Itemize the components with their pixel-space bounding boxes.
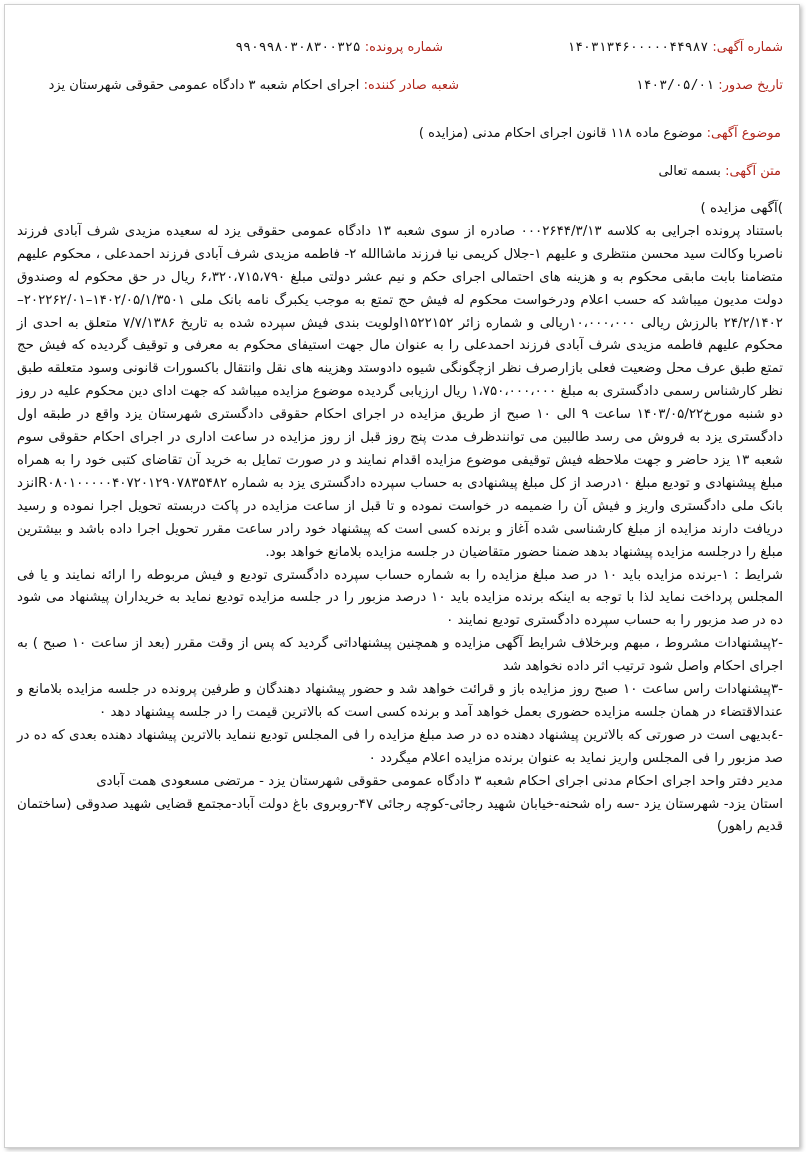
subject-label: موضوع آگهی: — [706, 126, 781, 141]
notice-number — [567, 40, 783, 55]
condition-2: -۲پیشنهادات مشروط ، مبهم وبرخلاف شرایط آگهی مزایده و همچنین پیشنهاداتی گردید که پس از وقت مقرر (بعد از ساعت ۱۰ صبح ) به اجرای احکام واصل شود ترتیب اثر داده نخواهد شد — [17, 636, 783, 675]
case-number-label: شماره پرونده: — [364, 40, 443, 55]
issuing-branch — [49, 78, 459, 93]
notice-page — [4, 4, 800, 1148]
notice-body — [17, 198, 783, 839]
subject-value: موضوع ماده ۱۱۸ قانون اجرای احکام مدنی (مزایده ) — [418, 126, 703, 141]
issuing-branch-value: اجرای احکام شعبه ۳ دادگاه عمومی حقوقی شهرستان یزد — [48, 78, 360, 93]
issue-date-label: تاریخ صدور: — [718, 78, 783, 93]
text-row — [658, 164, 781, 179]
issue-date — [636, 78, 783, 93]
address: استان یزد- شهرستان یزد -سه راه شحنه-خیابان شهید رجائی-کوچه رجائی ۴۷-روبروی باغ دولت آباد-مجتمع قضایی شهید صدوقی (ساختمان قدیم راهور) — [17, 796, 783, 835]
notice-title: )آگهی مزایده ) — [700, 201, 783, 216]
case-number-value: ۹۹۰۹۹۸۰۳۰۸۳۰۰۳۲۵ — [235, 40, 361, 55]
issue-date-value: ۱۴۰۳/۰۵/۰۱ — [635, 78, 715, 93]
signature: مدیر دفتر واحد اجرای احکام مدنی اجرای احکام شعبه ۳ دادگاه عمومی حقوقی شهرستان یزد - مرتضی مسعودی همت آبادی — [96, 773, 783, 789]
condition-1: شرایط : ۱-برنده مزایده باید ۱۰ در صد مبلغ مزایده را به شماره حساب سپرده دادگستری تودیع و فیش مربوطه را ارائه نمایند و یا فی المجلس پرداخت نماید لذا با توجه به اینکه برنده مزایده باید ۱۰ درصد مزبور را در جلسه مزایده تودیع نماید به خریداران پیشنهاد می شود ده در صد مزبور را به حساب سپرده دادگستری تودیع نمایند ۰ — [17, 567, 784, 629]
notice-number-label: شماره آگهی: — [712, 40, 783, 55]
main-paragraph: باستناد پرونده اجرایی به کلاسه ۰۰۰۲۶۴۴/۳/۱۳ صادره از سوی شعبه ۱۳ دادگاه عمومی حقوقی یزد له سعیده مزیدی شرف آبادی فرزند ناصربا وکالت سید محسن منتظری و علیهم ۱-جلال کریمی نیا فرزند ماشاالله ۲- فاطمه مزیدی شرف آبادی فرزند احمدعلی ، محکوم علیهم متضامنا بابت مابقی محکوم به و هزینه های احتمالی اجرای حکم و نیم عشر دولتی مبلغ ۶،۳۲۰،۷۱۵،۷۹۰ ریال در حق محکوم له وصندوق دولت مدیون میباشد که حسب اعلام ودرخواست محکوم له فیش حج تمتع به موجب یکبرگ نامه بانک ملی ۱۴۰۲/۰۵/۱/۳۵۰۱–۲۰۲۲۶۲/۰۱–۲۴/۲/۱۴۰۲ بالرزش ریالی ۱۰،۰۰۰،۰۰۰ریالی و شماره زائر ۱۵۲۲۱۵۲اولویت بندی فیش سپرده شده به تاریخ ۷/۷/۱۳۸۶ متعلق به احدی از محکوم علیهم فاطمه مزیدی شرف آبادی فرزند احمدعلی را به عنوان مال جهت استیفای محکوم به معرفی و توقیف گردیده که فیش حج تمتع طبق عرف محل وضعیت فعلی بازارصرف نظر ازچگونگی شیوه دادوستد وهزینه های نقل وانتقال باکسورات قانونی وسود متعلقه طبق نظر کارشناس رسمی دادگستری به مبلغ ۱،۷۵۰،۰۰۰،۰۰۰ ریال ارزیابی گردیده موضوع مزایده میباشد که جهت ادای دین محکوم علیه در روز دو شنبه مورخ۱۴۰۳/۰۵/۲۲ ساعت ۹ الی ۱۰ صبح از طریق مزایده در اجرای احکام حقوقی دادگستری شهرستان یزد واقع در طبقه اول دادگستری یزد به فروش می رسد طالبین می توانندظرف مدت پنج روز قبل از روز مزایده در ساعت اداری در اجرای احکام حقوقی سوم شعبه ۱۳ یزد حاضر و جهت ملاحظه فیش توقیفی موضوع مزایده اقدام نمایند و در صورت تمایل به خرید آن تقاضای کتبی خود را به همراه مبلغ پیشنهادی و تودیع مبلغ ۱۰درصد از کل مبلغ پیشنهادی به حساب سپرده دادگستری یزد به شماره IR۰۸۰۱۰۰۰۰۰۴۰۷۲۰۱۲۹۰۷۸۳۵۴۸۲نزد بانک ملی دادگستری واریز و فیش آن را ضمیمه در خواست نموده و تا قبل از ساعت مزایده در پاکت دربسته تحویل اجرا نموده و رسید دریافت دارند مزایده از مبلغ کارشناسی شده آغاز و برنده کسی است که پیشنهاد خود رادر ساعت مقرر تحویل اجرا داده باشد و بیشترین مبلغ را درجلسه مزایده پیشنهاد بدهد ضمنا حضور متقاضیان در جلسه مزایده بلامانع خواهد بود. — [17, 223, 784, 560]
text-label: متن آگهی: — [725, 164, 781, 179]
text-opening: بسمه تعالی — [658, 164, 721, 179]
condition-4: -٤بدیهی است در صورتی که بالاترین پیشنهاد دهنده ده در صد مبلغ مزایده را فی المجلس تودیع ننماید بالاترین پیشنهاد دهنده بعدی که ده در صد مزبور را فی المجلس واریز نماید به عنوان برنده مزایده اعلام میگردد ۰ — [17, 727, 783, 766]
issuing-branch-label: شعبه صادر کننده: — [363, 78, 459, 93]
case-number — [235, 40, 443, 55]
subject-row — [419, 126, 781, 141]
condition-3: -۳پیشنهادات راس ساعت ۱۰ صبح روز مزایده باز و قرائت خواهد شد و حضور پیشنهاد دهندگان و طرفین پرونده در جلسه مزایده بلامانع و عندالاقتضاء در همان جلسه مزایده حضوری بعمل خواهد آمد و برنده کسی است که بالاترین قیمت را در جلسه پیشنهاد دهد ۰ — [17, 682, 783, 720]
notice-number-value: ۱۴۰۳۱۳۴۶۰۰۰۰۰۴۴۹۸۷ — [567, 40, 709, 55]
